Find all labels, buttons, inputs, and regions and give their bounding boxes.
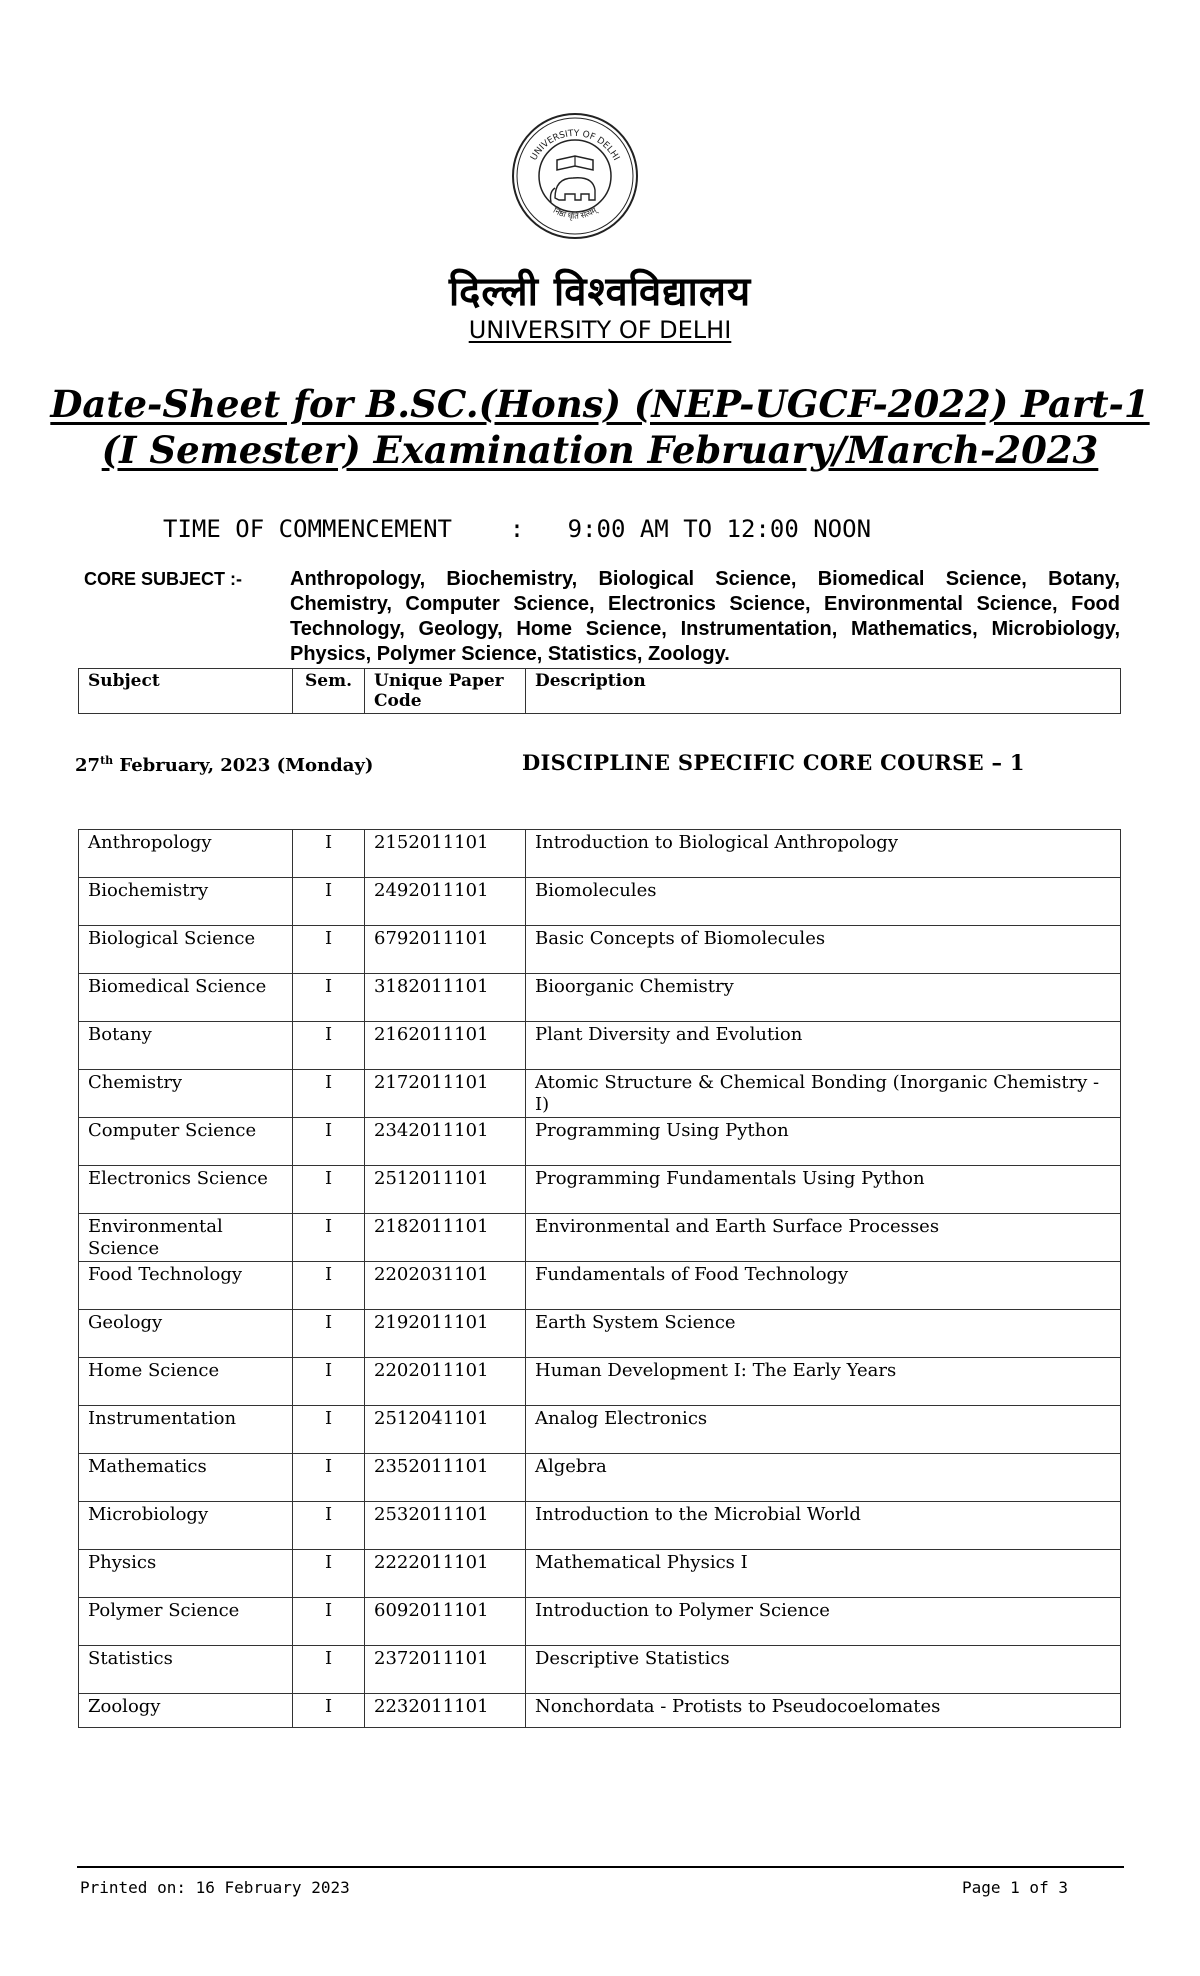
row-subject: Biological Science	[79, 926, 293, 974]
row-paper-code: 2232011101	[365, 1694, 526, 1728]
exam-date-day: 27	[75, 755, 101, 776]
row-paper-code: 2372011101	[365, 1646, 526, 1694]
exam-date-suffix: th	[100, 754, 114, 767]
row-paper-code: 2352011101	[365, 1454, 526, 1502]
row-description: Atomic Structure & Chemical Bonding (Inorganic Chemistry -I)	[526, 1070, 1121, 1118]
row-sem: I	[293, 1310, 365, 1358]
row-subject: Biochemistry	[79, 878, 293, 926]
row-paper-code: 2202011101	[365, 1358, 526, 1406]
row-description: Fundamentals of Food Technology	[526, 1262, 1121, 1310]
row-subject: Statistics	[79, 1646, 293, 1694]
row-description: Algebra	[526, 1454, 1121, 1502]
university-name-text: UNIVERSITY OF DELHI	[468, 316, 732, 344]
row-subject: Zoology	[79, 1694, 293, 1728]
row-paper-code: 2152011101	[365, 830, 526, 878]
time-of-commencement	[163, 515, 1043, 543]
table-row	[79, 1262, 1121, 1310]
row-subject: Botany	[79, 1022, 293, 1070]
row-sem: I	[293, 1694, 365, 1728]
table-row	[79, 1454, 1121, 1502]
row-sem: I	[293, 1550, 365, 1598]
row-description: Biomolecules	[526, 878, 1121, 926]
table-row	[79, 974, 1121, 1022]
col-subject-header: Subject	[79, 669, 293, 714]
row-sem: I	[293, 1262, 365, 1310]
course-type-heading: DISCIPLINE SPECIFIC CORE COURSE – 1	[522, 750, 1025, 775]
table-row	[79, 878, 1121, 926]
row-sem: I	[293, 878, 365, 926]
row-sem: I	[293, 1166, 365, 1214]
table-row	[79, 1070, 1121, 1118]
row-paper-code: 2192011101	[365, 1310, 526, 1358]
row-subject: Electronics Science	[79, 1166, 293, 1214]
row-sem: I	[293, 830, 365, 878]
col-code-header: Unique Paper Code	[365, 669, 526, 714]
university-name	[0, 316, 1200, 344]
table-row	[79, 1358, 1121, 1406]
row-sem: I	[293, 1214, 365, 1262]
row-paper-code: 2532011101	[365, 1502, 526, 1550]
row-subject: Chemistry	[79, 1070, 293, 1118]
row-description: Introduction to Biological Anthropology	[526, 830, 1121, 878]
row-description: Introduction to Polymer Science	[526, 1598, 1121, 1646]
table-row	[79, 1646, 1121, 1694]
row-sem: I	[293, 1646, 365, 1694]
row-subject: Food Technology	[79, 1262, 293, 1310]
row-paper-code: 2182011101	[365, 1214, 526, 1262]
row-description: Bioorganic Chemistry	[526, 974, 1121, 1022]
row-paper-code: 2222011101	[365, 1550, 526, 1598]
row-sem: I	[293, 1358, 365, 1406]
time-separator: :	[509, 515, 525, 543]
row-sem: I	[293, 926, 365, 974]
row-description: Environmental and Earth Surface Processes	[526, 1214, 1121, 1262]
row-subject: Instrumentation	[79, 1406, 293, 1454]
row-subject: Microbiology	[79, 1502, 293, 1550]
row-sem: I	[293, 1118, 365, 1166]
row-subject: Polymer Science	[79, 1598, 293, 1646]
row-subject: Biomedical Science	[79, 974, 293, 1022]
row-paper-code: 6792011101	[365, 926, 526, 974]
row-paper-code: 6092011101	[365, 1598, 526, 1646]
table-row	[79, 1022, 1121, 1070]
row-description: Programming Fundamentals Using Python	[526, 1166, 1121, 1214]
exam-date-rest: February, 2023 (Monday)	[113, 755, 374, 776]
exam-schedule-body	[79, 830, 1121, 1728]
row-paper-code: 2162011101	[365, 1022, 526, 1070]
table-row	[79, 1118, 1121, 1166]
date-sheet-title-line1	[0, 382, 1200, 426]
row-sem: I	[293, 1406, 365, 1454]
row-paper-code: 3182011101	[365, 974, 526, 1022]
row-sem: I	[293, 1454, 365, 1502]
row-subject: Computer Science	[79, 1118, 293, 1166]
row-paper-code: 2202031101	[365, 1262, 526, 1310]
row-subject: Mathematics	[79, 1454, 293, 1502]
row-description: Introduction to the Microbial World	[526, 1502, 1121, 1550]
table-row	[79, 1406, 1121, 1454]
row-sem: I	[293, 974, 365, 1022]
row-subject: Anthropology	[79, 830, 293, 878]
table-row	[79, 926, 1121, 974]
row-description: Mathematical Physics I	[526, 1550, 1121, 1598]
table-row	[79, 1694, 1121, 1728]
row-sem: I	[293, 1502, 365, 1550]
row-description: Analog Electronics	[526, 1406, 1121, 1454]
row-subject: Physics	[79, 1550, 293, 1598]
hindi-university-name: दिल्ली विश्वविद्यालय	[448, 269, 752, 315]
row-paper-code: 2512011101	[365, 1166, 526, 1214]
core-subject-list: Anthropology, Biochemistry, Biological Science, Biomedical Science, Botany, Chemistry, Computer Science, Electronics Science, Environmental Science, Food Technology, Geology, Home Science, Instrumentation, Mathematics, Microbiology, Physics, Polymer Science, Statistics, Zoology.	[290, 568, 1120, 665]
row-paper-code: 2172011101	[365, 1070, 526, 1118]
row-paper-code: 2492011101	[365, 878, 526, 926]
title-line1-text: Date-Sheet for B.SC.(Hons) (NEP-UGCF-2022) Part-1	[50, 382, 1150, 426]
core-subject-label: CORE SUBJECT :-	[84, 569, 243, 589]
row-sem: I	[293, 1070, 365, 1118]
row-description: Programming Using Python	[526, 1118, 1121, 1166]
row-paper-code: 2512041101	[365, 1406, 526, 1454]
row-description: Plant Diversity and Evolution	[526, 1022, 1121, 1070]
column-header-table	[78, 668, 1121, 714]
row-sem: I	[293, 1598, 365, 1646]
row-description: Earth System Science	[526, 1310, 1121, 1358]
time-value: 9:00 AM TO 12:00 NOON	[567, 515, 872, 543]
row-description: Basic Concepts of Biomolecules	[526, 926, 1121, 974]
row-subject: Geology	[79, 1310, 293, 1358]
row-description: Nonchordata - Protists to Pseudocoelomates	[526, 1694, 1121, 1728]
col-description-header: Description	[526, 669, 1121, 714]
row-description: Descriptive Statistics	[526, 1646, 1121, 1694]
column-header-row	[79, 669, 1121, 714]
table-row	[79, 1550, 1121, 1598]
row-paper-code: 2342011101	[365, 1118, 526, 1166]
table-row	[79, 1310, 1121, 1358]
printed-date: Printed on: 16 February 2023	[80, 1878, 350, 1897]
table-row	[79, 1598, 1121, 1646]
exam-schedule-table	[78, 829, 1121, 1728]
col-sem-header: Sem.	[293, 669, 365, 714]
university-seal-logo	[509, 110, 641, 242]
footer-divider	[77, 1866, 1124, 1868]
svg-text:UNIVERSITY OF DELHI: UNIVERSITY OF DELHI	[529, 128, 621, 163]
svg-text:निष्ठा धृति सत्यम्: निष्ठा धृति सत्यम्	[551, 205, 599, 221]
row-subject: Environmental Science	[79, 1214, 293, 1262]
table-row	[79, 1502, 1121, 1550]
date-sheet-title-line2	[0, 428, 1200, 472]
table-row	[79, 1214, 1121, 1262]
row-description: Human Development I: The Early Years	[526, 1358, 1121, 1406]
title-line2-text: (I Semester) Examination February/March-2023	[101, 428, 1099, 472]
time-label: TIME OF COMMENCEMENT	[163, 515, 452, 543]
table-row	[79, 830, 1121, 878]
row-sem: I	[293, 1022, 365, 1070]
table-row	[79, 1166, 1121, 1214]
exam-date	[75, 754, 373, 776]
page-number: Page 1 of 3	[962, 1878, 1068, 1897]
row-subject: Home Science	[79, 1358, 293, 1406]
